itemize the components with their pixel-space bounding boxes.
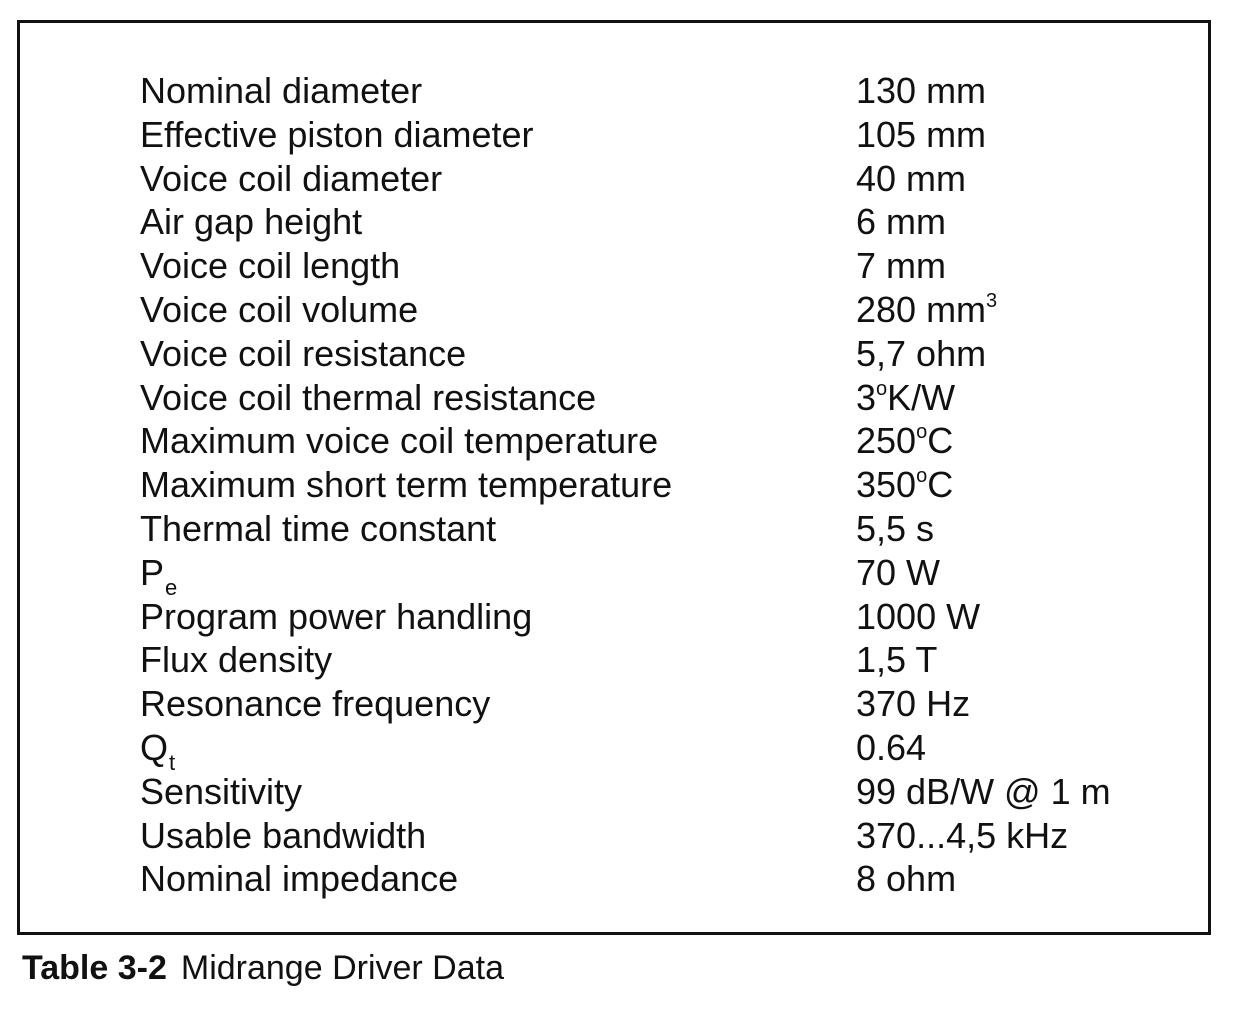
spec-value: 5,7 ohm (856, 332, 987, 374)
spec-label: Voice coil volume (140, 288, 419, 330)
spec-label: Program power handling (140, 595, 533, 637)
spec-value-unit: C (927, 420, 954, 462)
spec-label-subscript: e (165, 574, 178, 600)
table-caption-number: Table 3-2 (22, 949, 167, 987)
spec-row-sensitivity (140, 770, 1200, 814)
spec-label-group (140, 551, 176, 600)
spec-row-voice-coil-thermal-resistance (140, 376, 1200, 420)
spec-value: 70 W (856, 551, 941, 593)
spec-row-max-voice-coil-temperature (140, 419, 1200, 463)
spec-row-resonance-frequency (140, 682, 1200, 726)
spec-value: 7 mm (856, 245, 946, 287)
spec-value: 370...4,5 kHz (856, 814, 1069, 856)
spec-row-pe (140, 551, 1200, 600)
spec-row-program-power-handling (140, 595, 1200, 639)
spec-label: Thermal time constant (140, 507, 497, 549)
spec-label: Voice coil diameter (140, 157, 443, 199)
spec-value-unit: K/W (887, 376, 956, 418)
spec-label: Flux density (140, 639, 333, 681)
spec-label: Effective piston diameter (140, 113, 534, 155)
spec-label: Q (140, 726, 169, 768)
spec-row-voice-coil-diameter (140, 157, 1200, 201)
spec-row-effective-piston-diameter (140, 113, 1200, 157)
spec-value: 250 (856, 420, 917, 462)
spec-label-subscript: t (169, 749, 176, 775)
spec-row-air-gap-height (140, 200, 1200, 244)
spec-label: Sensitivity (140, 770, 303, 812)
spec-value: 8 ohm (856, 858, 957, 900)
spec-value-superscript: 3 (986, 289, 998, 312)
spec-label: Maximum short term temperature (140, 464, 673, 506)
spec-row-voice-coil-length (140, 244, 1200, 288)
spec-value: 105 mm (856, 113, 987, 155)
spec-row-voice-coil-resistance (140, 332, 1200, 376)
spec-label: Air gap height (140, 201, 363, 243)
spec-row-voice-coil-volume (140, 288, 1200, 332)
spec-value: 5,5 s (856, 507, 935, 549)
spec-label: Nominal diameter (140, 70, 423, 111)
spec-row-nominal-impedance (140, 857, 1200, 901)
spec-label-group (140, 726, 174, 775)
spec-value: 280 mm (856, 288, 987, 330)
spec-row-usable-bandwidth (140, 814, 1200, 858)
spec-value-unit: C (927, 464, 954, 506)
table-caption (22, 946, 504, 990)
spec-value: 40 mm (856, 157, 967, 199)
spec-label: Nominal impedance (140, 858, 459, 900)
spec-value: 370 Hz (856, 683, 971, 725)
spec-label: P (140, 551, 165, 593)
spec-value: 130 mm (856, 70, 987, 111)
spec-label: Voice coil thermal resistance (140, 376, 597, 418)
spec-table-frame (17, 20, 1211, 935)
spec-label: Voice coil length (140, 245, 401, 287)
spec-value-superscript: o (916, 421, 928, 444)
spec-row-flux-density (140, 638, 1200, 682)
spec-value: 350 (856, 464, 917, 506)
spec-value-superscript: o (876, 377, 888, 400)
spec-value: 3 (856, 376, 877, 418)
spec-row-thermal-time-constant (140, 507, 1200, 551)
spec-label: Usable bandwidth (140, 814, 427, 856)
spec-label: Voice coil resistance (140, 332, 467, 374)
spec-value: 6 mm (856, 201, 946, 243)
spec-label: Maximum voice coil temperature (140, 420, 659, 462)
table-caption-text: Midrange Driver Data (180, 949, 504, 987)
spec-value: 1000 W (856, 595, 981, 637)
spec-value-superscript: o (916, 465, 928, 488)
spec-row-nominal-diameter (140, 69, 1200, 113)
spec-value: 0.64 (856, 726, 927, 768)
spec-label: Resonance frequency (140, 683, 491, 725)
spec-value: 1,5 T (856, 639, 938, 681)
spec-list (140, 69, 1200, 901)
spec-value: 99 dB/W @ 1 m (856, 770, 1111, 812)
spec-row-max-short-term-temperature (140, 463, 1200, 507)
spec-row-qt (140, 726, 1200, 775)
